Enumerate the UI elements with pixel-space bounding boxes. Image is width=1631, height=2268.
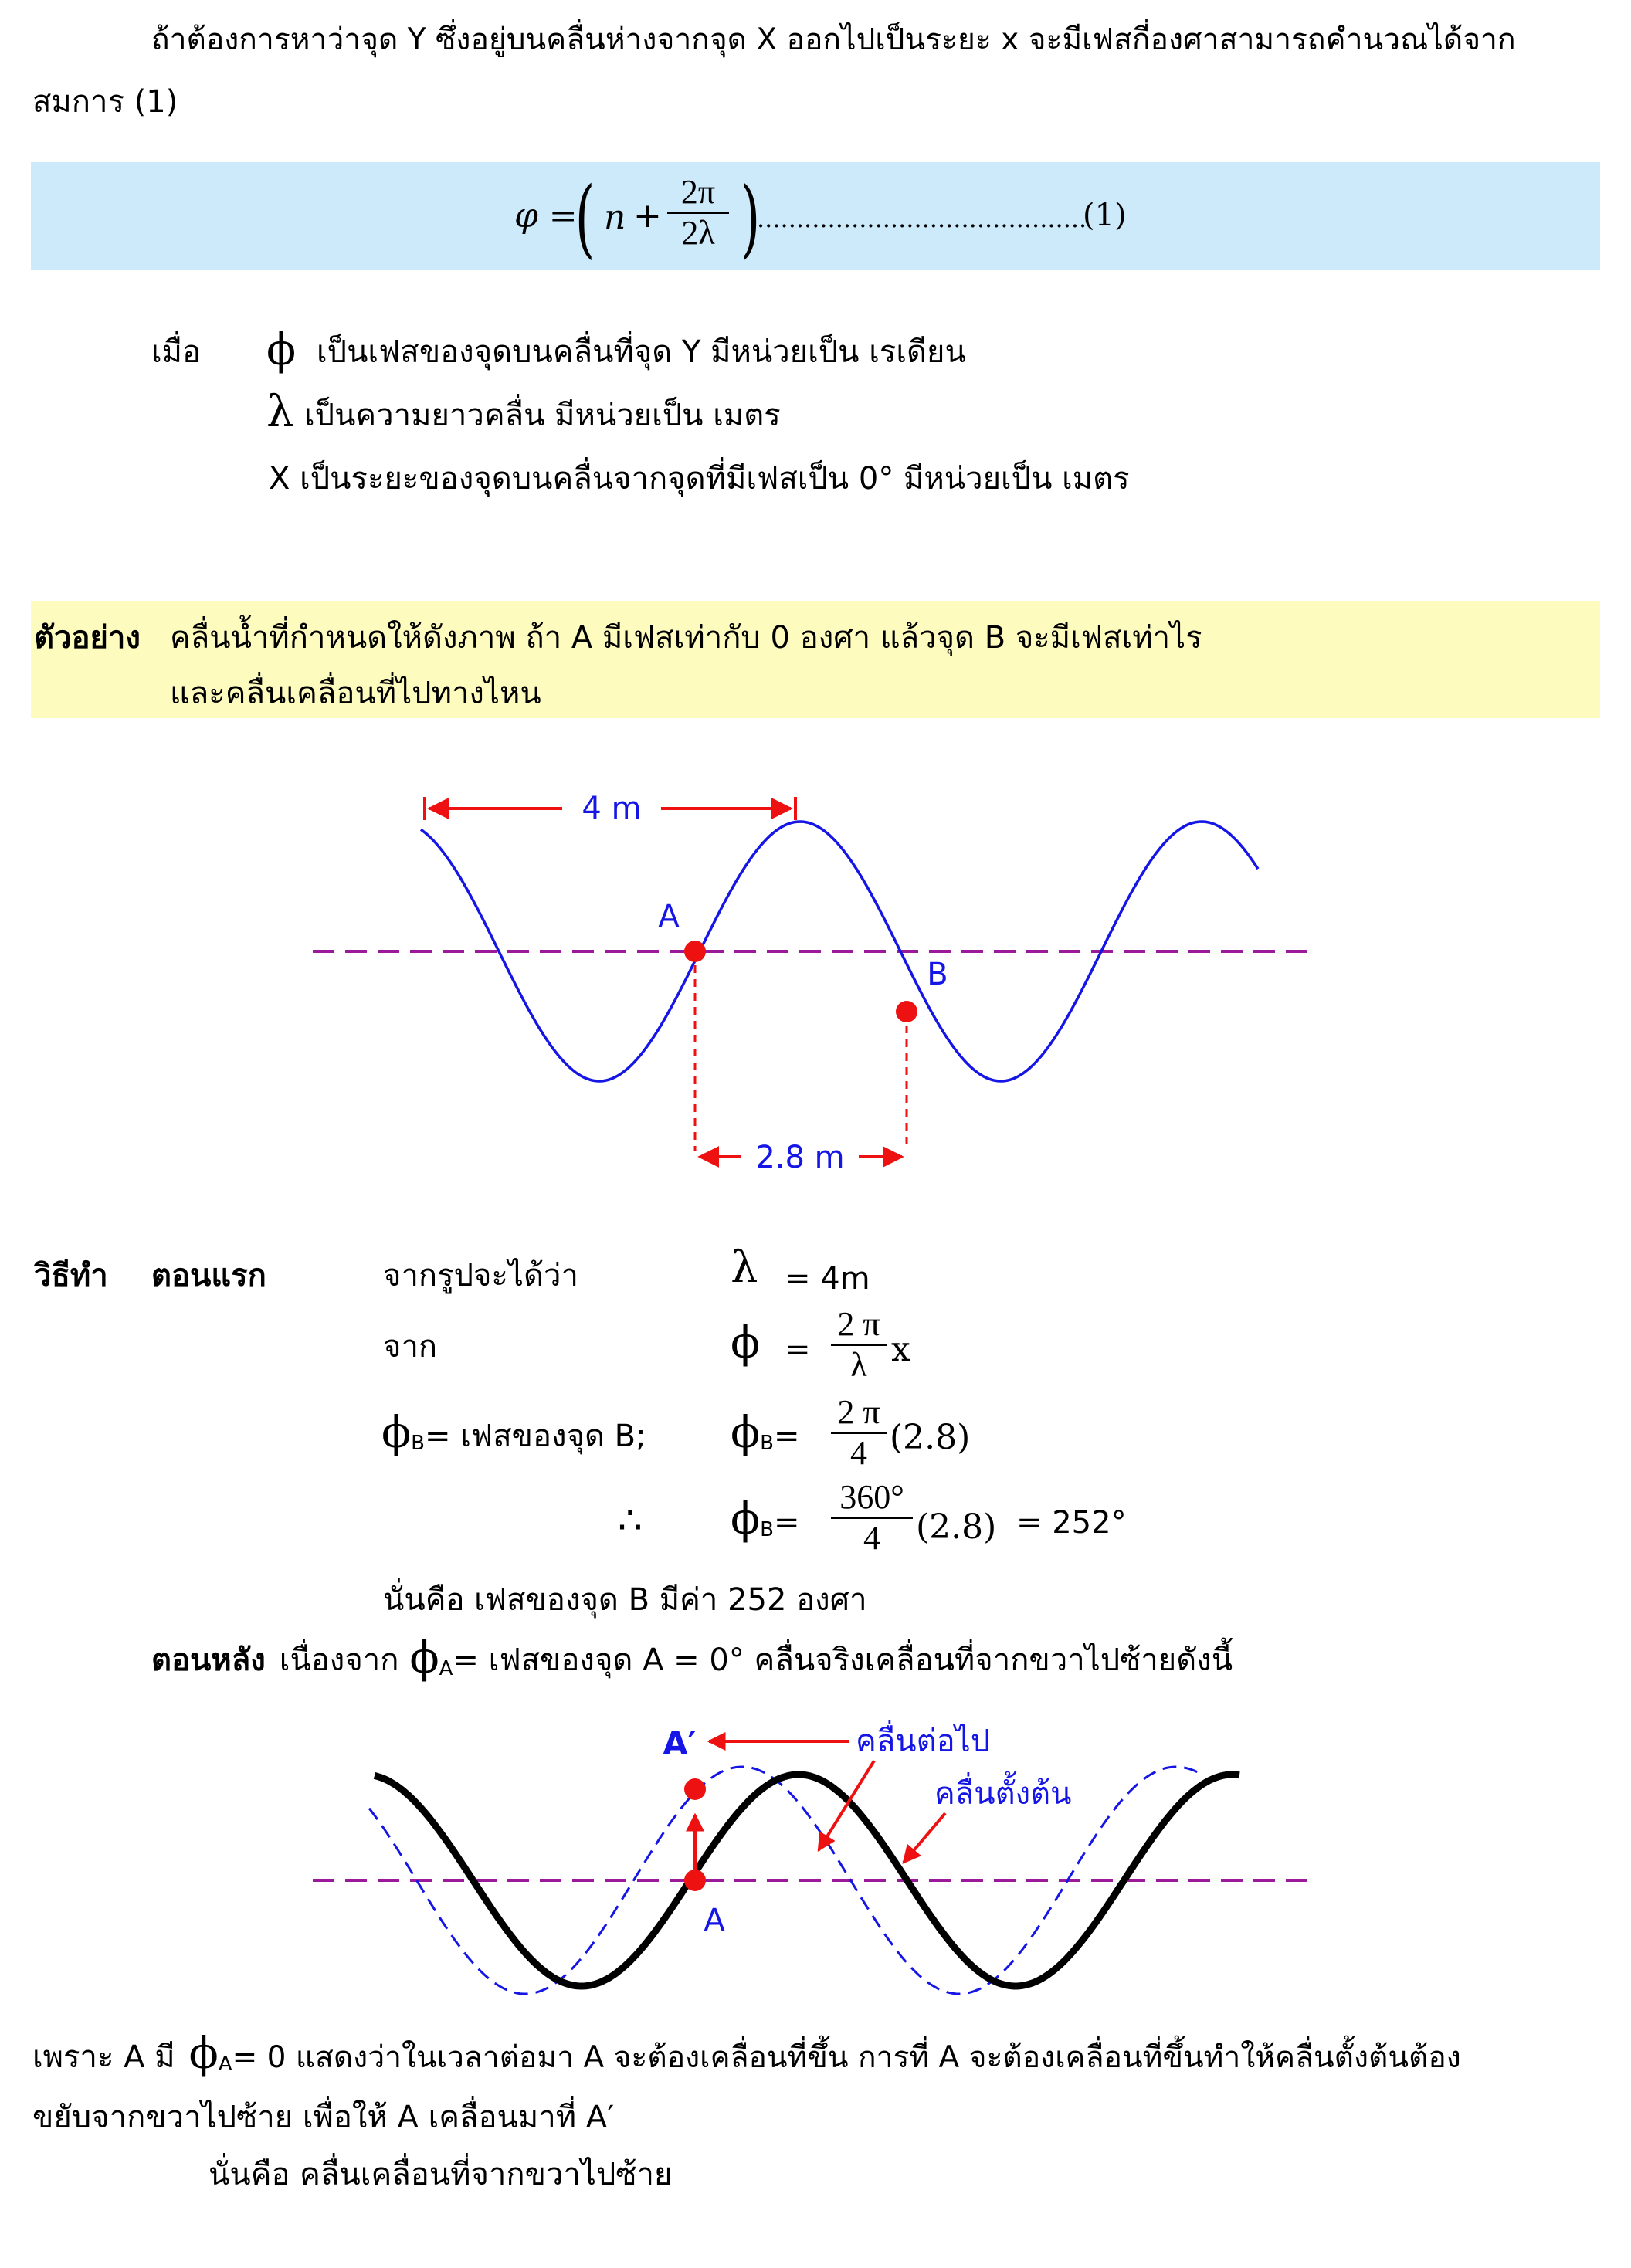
row3-phi-sub: B (411, 1432, 426, 1455)
distance-label: 2.8 m (755, 1140, 845, 1175)
row1-rhs: = 4m (785, 1261, 870, 1297)
next-wave-pointer (819, 1761, 874, 1850)
example-line-1: คลื่นน้ำที่กำหนดให้ดังภาพ ถ้า A มีเฟสเท่ากับ 0 องศา แล้วจุด B จะมีเฟสเท่าไร (170, 620, 1202, 656)
row2-phi: ϕ (731, 1318, 761, 1368)
part-2-text: = เฟสของจุด A = 0° คลื่นจริงเคลื่อนที่จากขวาไปซ้ายดังนี้ (453, 1643, 1233, 1678)
row2-equals: = (785, 1332, 811, 1368)
definitions-when: เมื่อ (151, 334, 202, 370)
because-line-3: นั่นคือ คลื่นเคลื่อนที่จากขวาไปซ้าย (209, 2157, 673, 2192)
row4-fraction (831, 1480, 913, 1556)
row3-numerator: 2 π (837, 1393, 880, 1431)
row3-phi: ϕ (381, 1408, 412, 1458)
row2-denominator: λ (850, 1346, 867, 1384)
solution-part-2: ตอนหลัง (151, 1643, 266, 1678)
intro-line-2: สมการ (1) (32, 84, 178, 120)
row3-fraction (831, 1395, 887, 1471)
lambda-symbol: λ (266, 387, 294, 437)
equation-fraction (667, 175, 729, 251)
a-prime-label: A′ (663, 1724, 697, 1762)
because-rest: = 0 แสดงว่าในเวลาต่อมา A จะต้องเคลื่อนที่ขึ้น การที่ A จะต้องเคลื่อนที่ขึ้นทำให้คลื่นตั้งต้นต้อง (232, 2040, 1461, 2075)
point-b-marker (896, 1001, 917, 1022)
part-2-pre: เนื่องจาก (279, 1643, 399, 1678)
equation-lhs: φ = (514, 196, 578, 236)
row3-denominator: 4 (850, 1434, 867, 1472)
equation-denominator: 2λ (681, 214, 715, 252)
row2-fraction (831, 1307, 887, 1383)
row2-text: จาก (383, 1329, 438, 1365)
example-tag: ตัวอย่าง (34, 620, 141, 656)
initial-wave-label: คลื่นตั้งต้น (934, 1776, 1072, 1812)
row3-right-sub: B (760, 1432, 775, 1455)
part-2-phi-sub: A (439, 1657, 453, 1680)
row3-right (731, 1408, 800, 1458)
equation (510, 162, 1127, 270)
row2-x: x (891, 1330, 910, 1369)
initial-wave-pointer (904, 1813, 945, 1863)
row1-text: จากรูปจะได้ว่า (383, 1258, 578, 1293)
because-phi-sub: A (218, 2053, 232, 2076)
because-pre: เพราะ A มี (32, 2039, 175, 2075)
figure-wave-2 (0, 1699, 1631, 2008)
therefore-symbol: ∴ (618, 1498, 643, 1543)
row3-text: = เฟสของจุด B; (425, 1419, 646, 1454)
wavelength-label: 4 m (582, 791, 642, 826)
row4-equals: = (774, 1505, 800, 1541)
row4-left (731, 1494, 800, 1544)
equation-plus: + (633, 196, 662, 236)
part-2-line (151, 1633, 1233, 1683)
row3-right-phi: ϕ (731, 1408, 761, 1458)
definition-phi: เป็นเฟสของจุดบนคลื่นที่จุด Y มีหน่วยเป็น เรเดียน (317, 334, 966, 370)
a-label: A (704, 1903, 725, 1938)
example-line-2: และคลื่นเคลื่อนที่ไปทางไหน (170, 676, 541, 711)
point-a-label: A (658, 899, 680, 934)
because-line-1 (32, 2029, 1461, 2079)
because-line-2: ขยับจากขวาไปซ้าย เพื่อให้ A เคลื่อนมาที่ A′ (32, 2100, 615, 2135)
equation-right-paren: ) (740, 168, 761, 267)
row4-numerator: 360° (839, 1478, 904, 1516)
figure-wave-1 (0, 772, 1631, 1205)
equation-numerator: 2π (680, 173, 716, 211)
row2-numerator: 2 π (837, 1305, 880, 1343)
row4-phi: ϕ (731, 1494, 761, 1544)
row4-tail: (2.8) (916, 1507, 997, 1547)
because-phi: ϕ (188, 2029, 219, 2079)
row3-equals: = (774, 1419, 800, 1454)
equation-number: (1) (1083, 198, 1127, 233)
point-a-marker (684, 941, 706, 962)
point-b-label: B (927, 957, 948, 992)
definition-lambda: เป็นความยาวคลื่น มีหน่วยเป็น เมตร (304, 398, 781, 433)
next-wave-label: คลื่นต่อไป (856, 1724, 991, 1759)
row3-tail: (2.8) (890, 1418, 971, 1457)
solution-part-1: ตอนแรก (151, 1258, 266, 1293)
intro-line-1: ถ้าต้องการหาว่าจุด Y ซึ่งอยู่บนคลื่นห่างจากจุด X ออกไปเป็นระยะ x จะมีเฟสกี่องศาสามารถคำนวณได้จาก (151, 22, 1516, 57)
row1-lambda: λ (731, 1242, 758, 1293)
solution-heading: วิธีทำ (34, 1258, 108, 1293)
equation-n: n (604, 198, 626, 237)
point-a-marker (684, 1870, 706, 1891)
definition-x: X เป็นระยะของจุดบนคลื่นจากจุดที่มีเฟสเป็น 0° มีหน่วยเป็น เมตร (269, 461, 1130, 497)
phi-symbol: ϕ (266, 325, 297, 375)
conclusion-1: นั่นคือ เฟสของจุด B มีค่า 252 องศา (383, 1582, 867, 1618)
row4-phi-sub: B (760, 1518, 775, 1541)
part-2-phi: ϕ (409, 1633, 439, 1683)
row3-left (381, 1408, 646, 1458)
equation-dots: .......................................... (757, 204, 1087, 233)
equation-left-paren: ( (575, 168, 595, 267)
row4-denominator: 4 (863, 1519, 880, 1557)
row4-result: = 252° (1016, 1505, 1127, 1541)
point-a-prime-marker (684, 1778, 706, 1800)
